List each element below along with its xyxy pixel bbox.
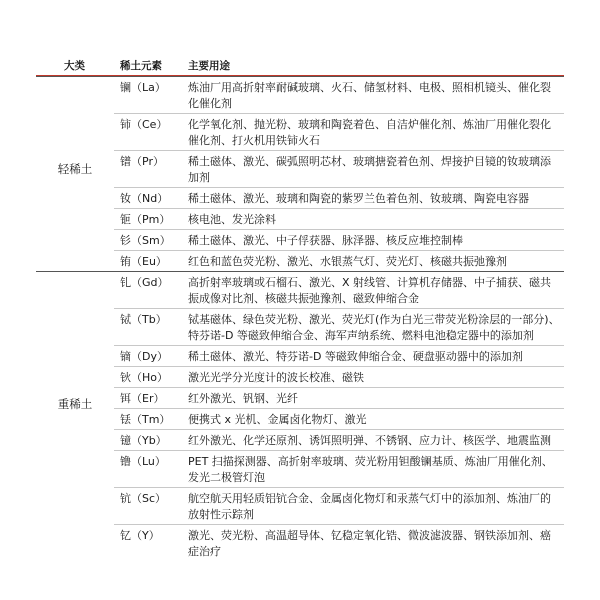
usage-cell: 化学氧化剂、抛光粉、玻璃和陶瓷着色、自洁炉催化剂、炼油厂用催化裂化催化剂、打火机用铁铈火石 bbox=[188, 118, 551, 147]
usage-cell: 便携式 x 光机、金属卤化物灯、激光 bbox=[188, 413, 367, 426]
usage-cell: 红外激光、钒钢、光纤 bbox=[188, 392, 298, 405]
usage-cell: 激光、荧光粉、高温超导体、钇稳定氧化锆、微波滤波器、钢铁添加剂、癌症治疗 bbox=[188, 529, 551, 558]
usage-cell: 稀土磁体、激光、特芬诺-D 等磁致伸缩合金、硬盘驱动器中的添加剂 bbox=[188, 350, 523, 363]
table-row bbox=[114, 250, 564, 271]
table-row bbox=[114, 76, 564, 114]
element-cell: 铥（Tm） bbox=[120, 413, 171, 426]
table-row bbox=[114, 429, 564, 451]
usage-cell: 激光光学分光度计的波长校准、磁铁 bbox=[188, 371, 364, 384]
table-row bbox=[114, 487, 564, 525]
usage-cell: 铽基磁体、绿色荧光粉、激光、荧光灯(作为白光三带荧光粉涂层的一部分)、特芬诺-D 等磁致伸缩合金、海军声纳系统、燃料电池稳定器中的添加剂 bbox=[188, 313, 560, 342]
header-element: 稀土元素 bbox=[120, 60, 162, 72]
element-cell: 镧（La） bbox=[120, 81, 166, 94]
table-row bbox=[114, 366, 564, 388]
usage-cell: 核电池、发光涂料 bbox=[188, 213, 276, 226]
group-label-light: 轻稀土 bbox=[57, 162, 93, 176]
usage-cell: 炼油厂用高折射率耐碱玻璃、火石、储氢材料、电极、照相机镜头、催化裂化催化剂 bbox=[188, 81, 551, 110]
usage-cell: 航空航天用轻质铝钪合金、金属卤化物灯和汞蒸气灯中的添加剂、炼油厂的放射性示踪剂 bbox=[188, 492, 551, 521]
usage-cell: 稀土磁体、激光、碳弧照明芯材、玻璃搪瓷着色剂、焊接护目镜的钕玻璃添加剂 bbox=[188, 155, 551, 184]
table-row bbox=[114, 113, 564, 151]
table-row bbox=[114, 524, 564, 564]
table-row bbox=[114, 150, 564, 188]
element-cell: 钪（Sc） bbox=[120, 492, 167, 505]
usage-cell: 红色和蓝色荧光粉、激光、水银蒸气灯、荧光灯、核磁共振弛豫剂 bbox=[188, 255, 507, 268]
table-row bbox=[114, 208, 564, 230]
element-cell: 钆（Gd） bbox=[120, 276, 169, 289]
element-cell: 镝（Dy） bbox=[120, 350, 168, 363]
element-cell: 钬（Ho） bbox=[120, 371, 169, 384]
element-cell: 铽（Tb） bbox=[120, 313, 167, 326]
usage-cell: 红外激光、化学还原剂、诱饵照明弹、不锈钢、应力计、核医学、地震监测 bbox=[188, 434, 551, 447]
element-cell: 镥（Lu） bbox=[120, 455, 166, 468]
element-cell: 镱（Yb） bbox=[120, 434, 167, 447]
table-row bbox=[114, 450, 564, 488]
usage-cell: 高折射率玻璃或石榴石、激光、X 射线管、计算机存储器、中子捕获、磁共振成像对比剂、核磁共振弛豫剂、磁致伸缩合金 bbox=[188, 276, 552, 305]
usage-cell: PET 扫描探测器、高折射率玻璃、荧光粉用钽酸镧基质、炼油厂用催化剂、发光二极管灯泡 bbox=[188, 455, 553, 484]
element-cell: 镨（Pr） bbox=[120, 155, 164, 168]
table-row bbox=[114, 271, 564, 309]
element-cell: 钷（Pm） bbox=[120, 213, 171, 226]
table-row bbox=[114, 229, 564, 251]
element-cell: 铒（Er） bbox=[120, 392, 165, 405]
element-cell: 铕（Eu） bbox=[120, 255, 167, 268]
group-label-heavy: 重稀土 bbox=[57, 397, 93, 411]
table-row bbox=[114, 345, 564, 367]
table-row bbox=[114, 308, 564, 346]
element-cell: 铈（Ce） bbox=[120, 118, 168, 131]
table-row bbox=[114, 387, 564, 409]
usage-cell: 稀土磁体、激光、中子俘获器、脉泽器、核反应堆控制棒 bbox=[188, 234, 463, 247]
element-cell: 钇（Y） bbox=[120, 529, 160, 542]
element-cell: 钕（Nd） bbox=[120, 192, 169, 205]
element-cell: 钐（Sm） bbox=[120, 234, 171, 247]
table-row bbox=[114, 408, 564, 430]
header-category: 大类 bbox=[64, 60, 85, 72]
table-row bbox=[114, 187, 564, 209]
header-usage: 主要用途 bbox=[188, 60, 230, 72]
usage-cell: 稀土磁体、激光、玻璃和陶瓷的紫罗兰色着色剂、钕玻璃、陶瓷电容器 bbox=[188, 192, 529, 205]
